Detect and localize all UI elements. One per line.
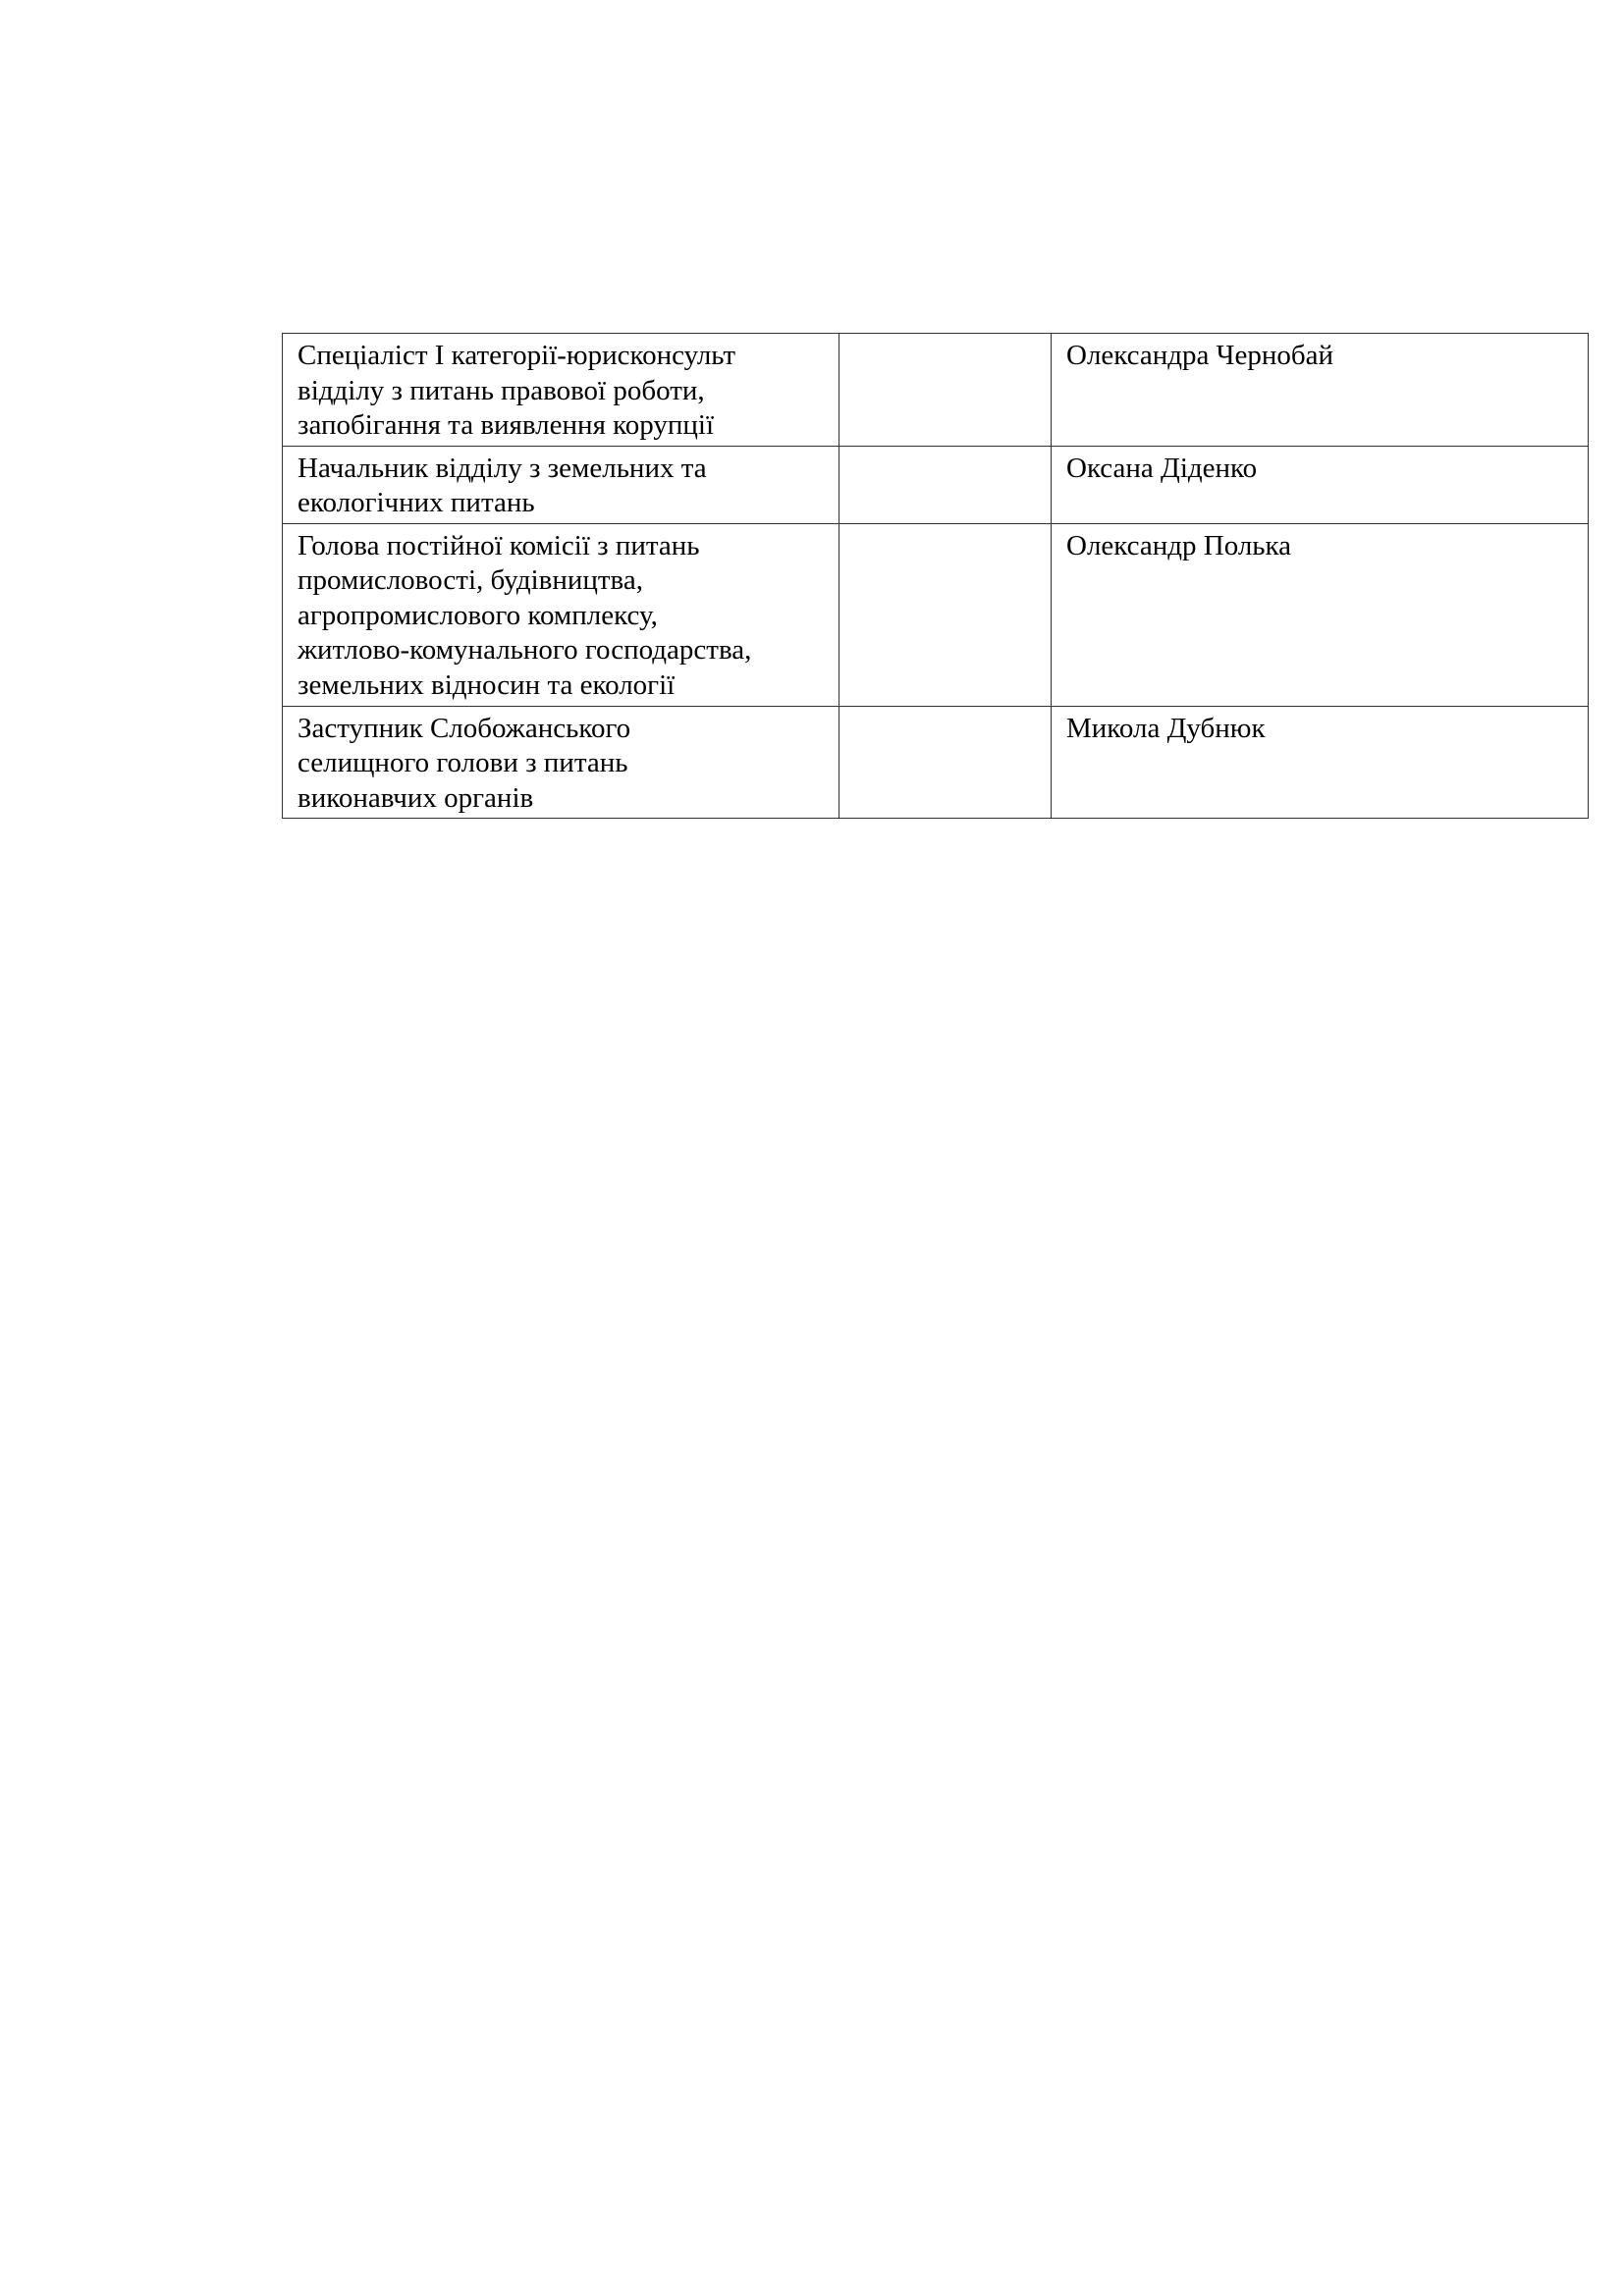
table-row (283, 334, 1589, 447)
name-cell (1052, 523, 1589, 706)
name-cell (1052, 706, 1589, 819)
name-text: Микола Дубнюк (1066, 712, 1266, 744)
approval-table (282, 333, 1589, 819)
position-text: Голова постійної комісії з питань промисловості, будівництва, агропромислового комплексу, житлово-комунального господарства, земельних відносин та екології (298, 529, 752, 701)
position-text: Заступник Слобожанського селищного голови з питань виконавчих органів (298, 712, 631, 814)
position-text: Начальник відділу з земельних та екологічних питань (298, 452, 707, 518)
position-text: Спеціаліст І категорії-юрисконсульт відділу з питань правової роботи, запобігання та виявлення корупції (298, 340, 736, 441)
position-cell (283, 334, 839, 447)
position-cell (283, 706, 839, 819)
table-row (283, 523, 1589, 706)
position-cell (283, 446, 839, 523)
name-text: Олександра Чернобай (1066, 340, 1334, 371)
approval-table-body (283, 334, 1589, 819)
signature-cell (839, 706, 1052, 819)
name-text: Олександр Полька (1066, 529, 1292, 561)
signature-cell (839, 523, 1052, 706)
signature-cell (839, 334, 1052, 447)
table-row (283, 446, 1589, 523)
name-cell (1052, 334, 1589, 447)
signature-cell (839, 446, 1052, 523)
name-text: Оксана Діденко (1066, 452, 1258, 484)
position-cell (283, 523, 839, 706)
table-row (283, 706, 1589, 819)
name-cell (1052, 446, 1589, 523)
